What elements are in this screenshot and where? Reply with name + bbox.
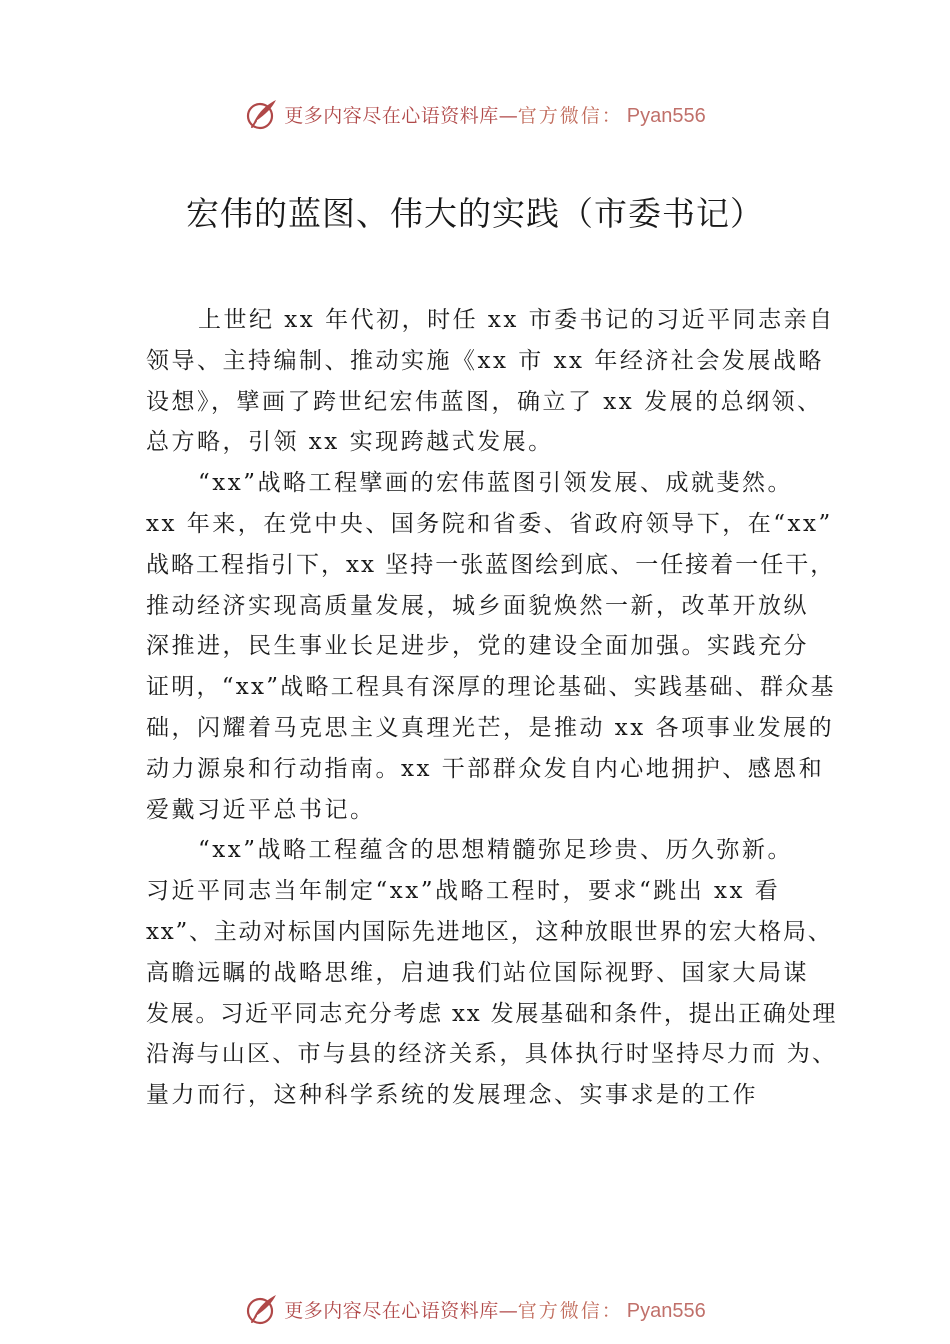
text-line: 量力而行，这种科学系统的发展理念、实事求是的工作 [146,1082,758,1109]
text-line: 总方略，引领 xx 实现跨越式发展。 [146,429,554,456]
text-line: 爱戴习近平总书记。 [146,796,376,823]
banner-wechat-label: 官方微信： [517,1299,623,1322]
text-line: 习近平同志当年制定“xx”战略工程时，要求“跳出 xx 看 [146,878,781,905]
banner-wechat-id: Pyan556 [626,104,706,127]
text-line: 深推进，民生事业长足进步，党的建设全面加强。实践充分 [146,633,809,660]
text-line: 发展。习近平同志充分考虑 xx 发展基础和条件，提出正确处理 [146,1000,838,1027]
text-line: 上世纪 xx 年代初，时任 xx 市委书记的习近平同志亲自 [198,307,835,333]
text-line: “xx”战略工程蕴含的思想精髓弥足珍贵、历久弥新。 [198,837,793,864]
text-line: xx”、主动对标国内国际先进地区，这种放眼世界的宏大格局、 [146,918,833,945]
banner-slogan: 更多内容尽在心语资料库 [284,104,499,127]
page-title: 宏伟的蓝图、伟大的实践（市委书记） [186,194,764,233]
text-line: 证明，“xx”战略工程具有深厚的理论基础、实践基础、群众基 [146,674,836,701]
quill-logo-icon [244,1291,280,1327]
text-line: 础，闪耀着马克思主义真理光芒，是推动 xx 各项事业发展的 [146,714,835,741]
text-line: 推动经济实现高质量发展，城乡面貌焕然一新，改革开放纵 [146,592,809,619]
banner-separator: — [498,104,518,127]
banner-separator: — [498,1299,518,1322]
text-line: 设想》，擘画了跨世纪宏伟蓝图，确立了 xx 发展的总纲领、 [146,388,823,415]
banner-slogan: 更多内容尽在心语资料库 [284,1299,499,1322]
quill-logo-icon [244,96,280,132]
text-line: “xx”战略工程擘画的宏伟蓝图引领发展、成就斐然。 [198,470,793,497]
text-line: 领导、主持编制、推动实施《xx 市 xx 年经济社会发展战略 [146,347,824,374]
document-body [146,300,836,1116]
header-banner [0,94,950,134]
text-line: xx 年来，在党中央、国务院和省委、省政府领导下，在“xx” [146,510,833,537]
footer-banner [0,1289,950,1329]
text-line: 沿海与山区、市与县的经济关系，具体执行时坚持尽力而 为、 [146,1041,838,1068]
banner-wechat-id: Pyan556 [626,1299,706,1322]
text-line: 动力源泉和行动指南。xx 干部群众发自内心地拥护、感恩和 [146,755,825,782]
banner-wechat-label: 官方微信： [517,104,623,127]
text-line: 战略工程指引下，xx 坚持一张蓝图绘到底、一任接着一任干， [146,551,836,578]
text-line: 高瞻远瞩的战略思维，启迪我们站位国际视野、国家大局谋 [146,959,809,986]
